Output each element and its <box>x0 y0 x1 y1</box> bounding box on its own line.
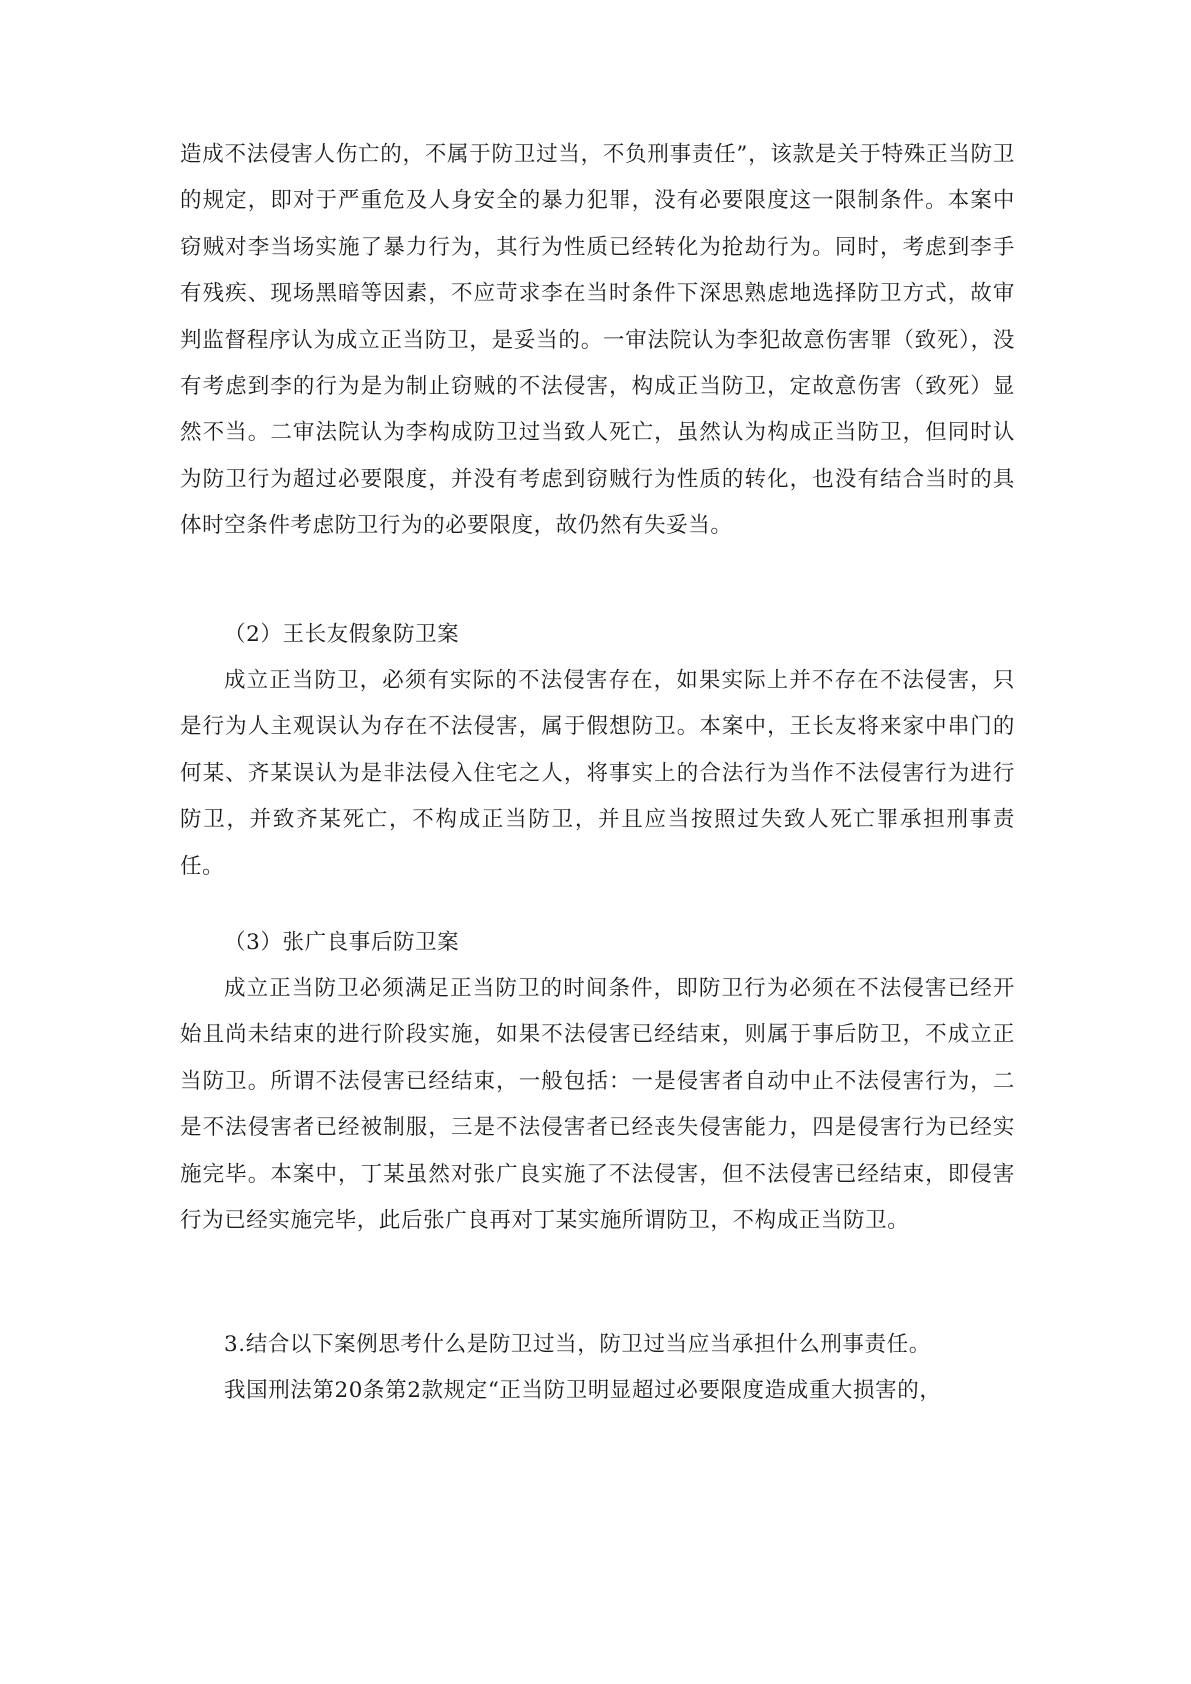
paragraph-special-defense-analysis: 造成不法侵害人伤亡的，不属于防卫过当，不负刑事责任”，该款是关于特殊正当防卫的规定，即对于严重危及人身安全的暴力犯罪，没有必要限度这一限制条件。本案中窃贼对李当场实施了暴力行为，其行为性质已经转化为抢劫行为。同时，考虑到李手有残疾、现场黑暗等因素，不应苛求李在当时条件下深思熟虑地选择防卫方式，故审判监督程序认为成立正当防卫，是妥当的。一审法院认为李犯故意伤害罪（致死），没有考虑到李的行为是为制止窃贼的不法侵害，构成正当防卫，定故意伤害（致死）显然不当。二审法院认为李构成防卫过当致人死亡，虽然认为构成正当防卫，但同时认为防卫行为超过必要限度，并没有考虑到窃贼行为性质的转化，也没有结合当时的具体时空条件考虑防卫行为的必要限度，故仍然有失妥当。 <box>180 142 1015 539</box>
paragraph-criminal-law-article-20: 我国刑法第20条第2款规定“正当防卫明显超过必要限度造成重大损害的， <box>224 1378 942 1403</box>
question-excessive-defense: 3.结合以下案例思考什么是防卫过当，防卫过当应当承担什么刑事责任。 <box>224 1332 931 1357</box>
paragraph-post-hoc-defense-analysis: 成立正当防卫必须满足正当防卫的时间条件，即防卫行为必须在不法侵害已经开始且尚未结束的进行阶段实施，如果不法侵害已经结束，则属于事后防卫，不成立正当防卫。所谓不法侵害已经结束，一般包括：一是侵害者自动中止不法侵害行为，二是不法侵害者已经被制服，三是不法侵害者已经丧失侵害能力，四是侵害行为已经实施完毕。本案中，丁某虽然对张广良实施了不法侵害，但不法侵害已经结束，即侵害行为已经实施完毕，此后张广良再对丁某实施所谓防卫，不构成正当防卫。 <box>180 976 1015 1234</box>
case-heading-wang-changyou: （2）王长友假象防卫案 <box>224 622 460 647</box>
paragraph-imaginary-defense-analysis: 成立正当防卫，必须有实际的不法侵害存在，如果实际上并不存在不法侵害，只是行为人主观误认为存在不法侵害，属于假想防卫。本案中，王长友将来家中串门的何某、齐某误认为是非法侵入住宅之人，将事实上的合法行为当作不法侵害行为进行防卫，并致齐某死亡，不构成正当防卫，并且应当按照过失致人死亡罪承担刑事责任。 <box>180 668 1015 879</box>
case-heading-zhang-guangliang: （3）张广良事后防卫案 <box>224 930 460 955</box>
